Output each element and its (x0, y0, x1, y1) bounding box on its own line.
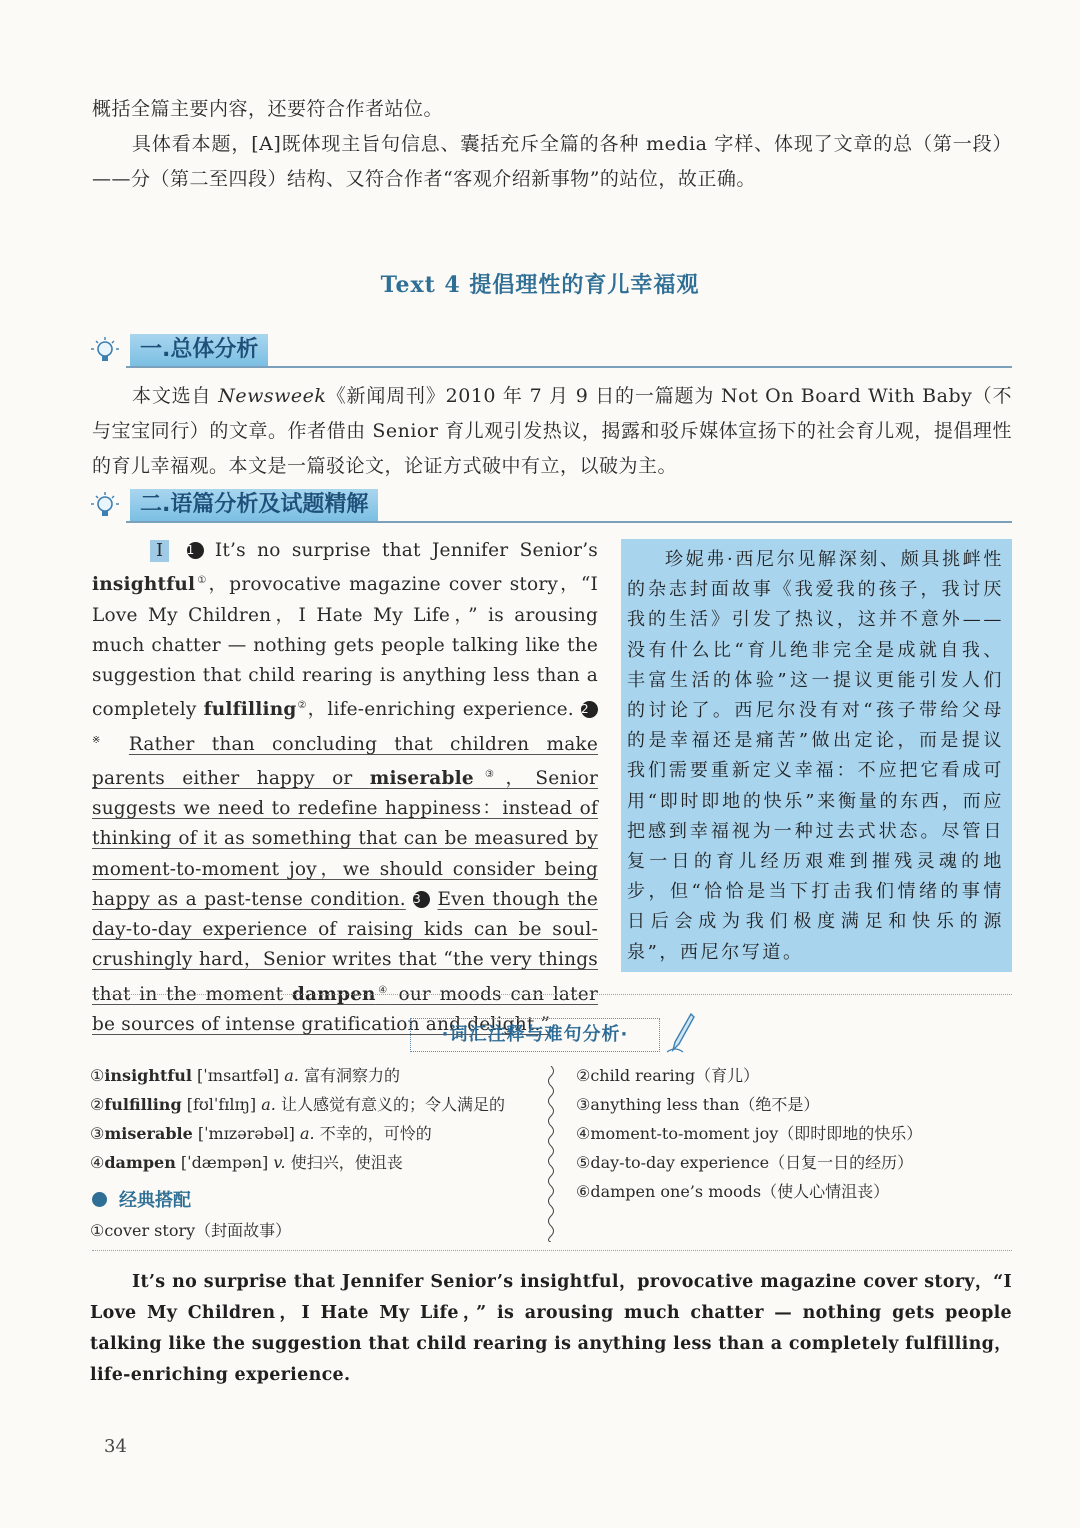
translation-text: 珍妮弗·西尼尔见解深刻、颇具挑衅性的杂志封面故事《我爱我的孩子，我讨厌我的生活》引发了热议，这并不意外——没有什么比“育儿绝非完全是成就自我、丰富生活的体验”这一提议更能引发人们的讨论了。西尼尔没有对“孩子带给父母的是幸福还是痛苦”做出定论，而是提议我们需要重新定义幸福：不应把它看成可用“即时即地的快乐”来衡量的东西，而应把感到幸福视为一种过去式状态。尽管日复一日的育儿经历艰难到摧残灵魂的地步，但“恰恰是当下打击我们情绪的事情日后会成为我们极度满足和快乐的源泉”，西尼尔写道。 (627, 549, 1004, 963)
pen-icon (665, 1012, 695, 1054)
section-label: 一.总体分析 (130, 334, 268, 366)
phrase-item: ⑤day-to-day experience（日复一日的经历） (576, 1153, 914, 1172)
lightbulb-icon (90, 491, 120, 521)
key-sentence: Rather than concluding that children make parents either happy or miserable③，Senior suggests we need to redefine happiness：instead of thinking of it as something that can be measured by moment-to-moment joy，we should consider being happy as a past-tense condition. (92, 733, 598, 910)
difficult-sentence: It’s no surprise that Jennifer Senior’s insightful，provocative magazine cover story，“I Love My Children，I Hate My Life，” is arousing much chatter — nothing gets people talking like the suggestion that child rearing is anything less than a completely fulfilling，life-enriching experience. (90, 1272, 1012, 1385)
wavy-divider (545, 1066, 557, 1242)
sentence-number: 3 (413, 891, 430, 908)
vocab-item: ④dampen [ˈdæmpən] v. 使扫兴，使沮丧 (90, 1153, 403, 1172)
divider (92, 994, 1012, 995)
translation-box (621, 539, 1012, 972)
vocab-list (90, 1061, 540, 1177)
intro-line: 概括全篇主要内容，还要符合作者站位。 (92, 98, 444, 120)
english-passage: I 1 It’s no surprise that Jennifer Senior’s insightful①，provocative magazine cover story，“I Love My Children，I Hate My Life，” is arousing much chatter — nothing gets people talking like the suggestion that child rearing is anything less than a completely fulfilling②，life-enriching experience. 2※ Rather than concluding that children make parents either happy or miserable③，Senior suggests we need to redefine happiness：instead of thinking of it as something that can be measured by moment-to-moment joy，we should consider being happy as a past-tense condition. 3 Even though the day-to-day experience of raising kids can be soul-crushingly hard，Senior writes that “the very things that in the moment dampen④ our moods can later be sources of intense gratification and delight.” (92, 540, 598, 1035)
sentence-number: 1 (187, 542, 204, 559)
sentence-number: 2 (581, 701, 598, 718)
phrase-item: ②child rearing（育儿） (576, 1066, 760, 1085)
vocab-section-title: ·词汇注释与难句分析· (410, 1018, 660, 1052)
vocab-item: ①insightful [ˈɪnsaɪtfəl] a. 富有洞察力的 (90, 1066, 400, 1085)
section-header-overview (90, 334, 1012, 368)
key-sentence: Even though the day-to-day experience of raising kids can be soul-crushingly hard，Senior writes that “the very things that in the moment dampen④ our moods can later be sources of intense gratification and delight.” (92, 888, 598, 1035)
text-title: Text 4 提倡理性的育儿幸福观 (380, 272, 700, 298)
vocab-item: ②fulfilling [fʊlˈfɪlɪŋ] a. 让人感觉有意义的；令人满足的 (90, 1095, 505, 1114)
paragraph-marker: I (150, 540, 169, 562)
collocation-item: ①cover story（封面故事） (90, 1221, 292, 1240)
collocation-heading: 经典搭配 (92, 1186, 191, 1212)
section-header-analysis (90, 489, 1012, 523)
lightbulb-icon (90, 336, 120, 366)
divider (92, 1250, 1012, 1251)
phrase-item: ③anything less than（绝不是） (576, 1095, 820, 1114)
intro-paragraph: 具体看本题，[A]既体现主旨句信息、囊括充斥全篇的各种 media 字样、体现了文章的总（第一段）——分（第二至四段）结构、又符合作者“客观介绍新事物”的站位，故正确。 (92, 133, 1012, 190)
page-number: 34 (104, 1436, 127, 1457)
phrase-list (576, 1061, 1012, 1206)
vocab-item: ③miserable [ˈmɪzərəbəl] a. 不幸的，可怜的 (90, 1124, 432, 1143)
bullet-icon (92, 1192, 107, 1207)
phrase-item: ⑥dampen one’s moods（使人心情沮丧） (576, 1182, 890, 1201)
overview-paragraph: 本文选自 Newsweek《新闻周刊》2010 年 7 月 9 日的一篇题为 Not On Board With Baby（不与宝宝同行）的文章。作者借由 Senior 育儿观引发热议，揭露和驳斥媒体宣扬下的社会育儿观，提倡理性的育儿幸福观。本文是一篇驳论文，论证方式破中有立，以破为主。 (92, 385, 1013, 477)
phrase-item: ④moment-to-moment joy（即时即地的快乐） (576, 1124, 923, 1143)
section-label: 二.语篇分析及试题精解 (130, 489, 378, 521)
